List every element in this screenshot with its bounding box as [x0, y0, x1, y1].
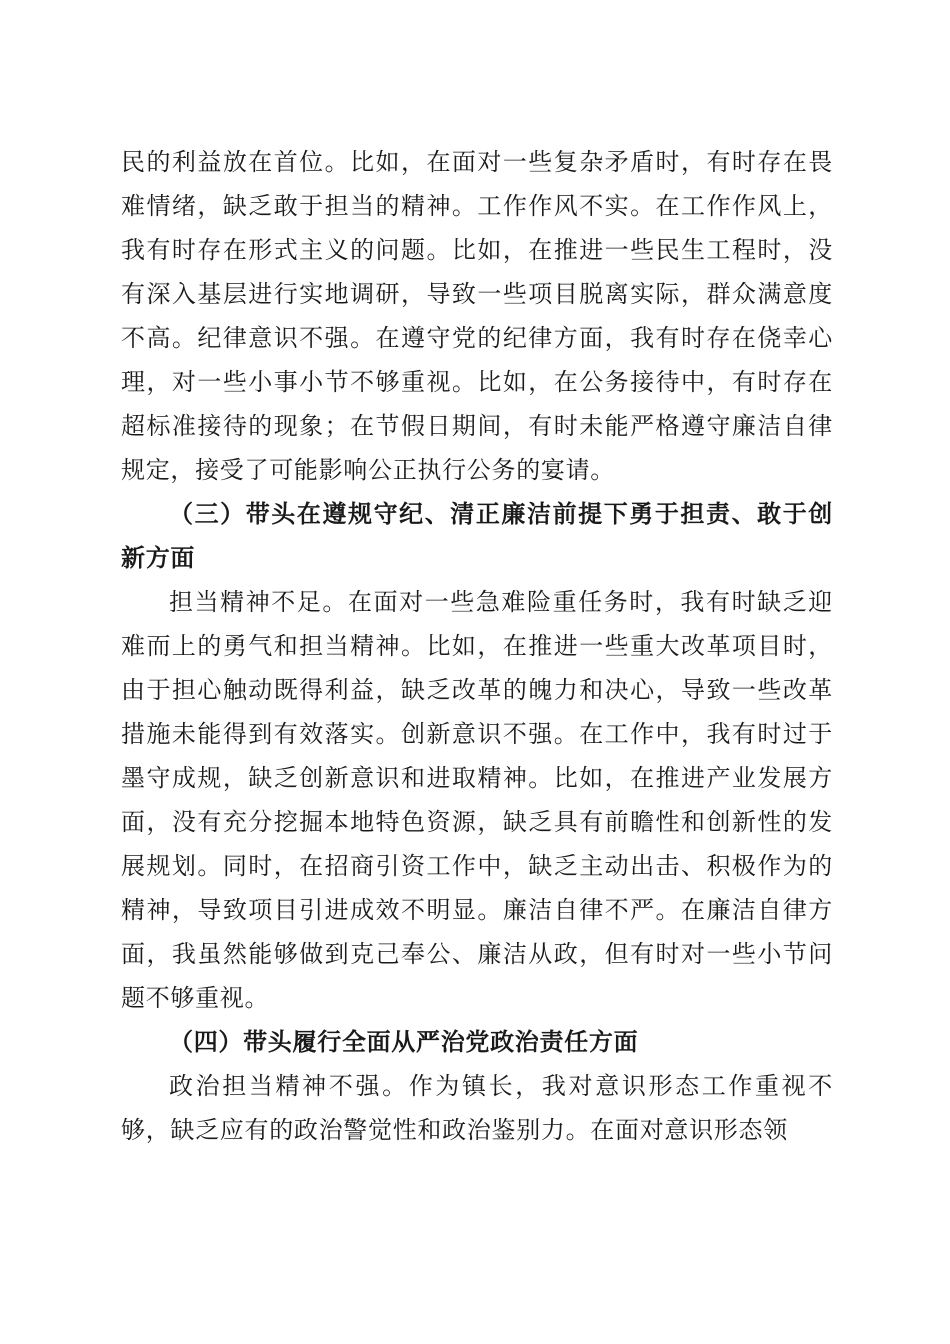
paragraph-continued: 民的利益放在首位。比如，在面对一些复杂矛盾时，有时存在畏难情绪，缺乏敢于担当的精神。工作作风不实。在工作作风上，我有时存在形式主义的问题。比如，在推进一些民生工程时，没有深入基层进行实地调研，导致一些项目脱离实际，群众满意度不高。纪律意识不强。在遵守党的纪律方面，我有时存在侥幸心理，对一些小事小节不够重视。比如，在公务接待中，有时存在超标准接待的现象；在节假日期间，有时未能严格遵守廉洁自律规定，接受了可能影响公正执行公务的宴请。 [121, 148, 833, 484]
paragraph-section-3: 担当精神不足。在面对一些急难险重任务时，我有时缺乏迎难而上的勇气和担当精神。比如，在推进一些重大改革项目时，由于担心触动既得利益，缺乏改革的魄力和决心，导致一些改革措施未能得到有效落实。创新意识不强。在工作中，我有时过于墨守成规，缺乏创新意识和进取精神。比如，在推进产业发展方面，没有充分挖掘本地特色资源，缺乏具有前瞻性和创新性的发展规划。同时，在招商引资工作中，缺乏主动出击、积极作为的精神，导致项目引进成效不明显。廉洁自律不严。在廉洁自律方面，我虽然能够做到克己奉公、廉洁从政，但有时对一些小节问题不够重视。 [121, 588, 833, 1012]
paragraph-section-4: 政治担当精神不强。作为镇长，我对意识形态工作重视不够，缺乏应有的政治警觉性和政治鉴别力。在面对意识形态领 [121, 1072, 833, 1144]
section-heading-4: （四）带头履行全面从严治党政治责任方面 [169, 1027, 639, 1056]
section-heading-3: （三）带头在遵规守纪、清正廉洁前提下勇于担责、敢于创新方面 [121, 499, 833, 572]
document-body [121, 140, 833, 1152]
